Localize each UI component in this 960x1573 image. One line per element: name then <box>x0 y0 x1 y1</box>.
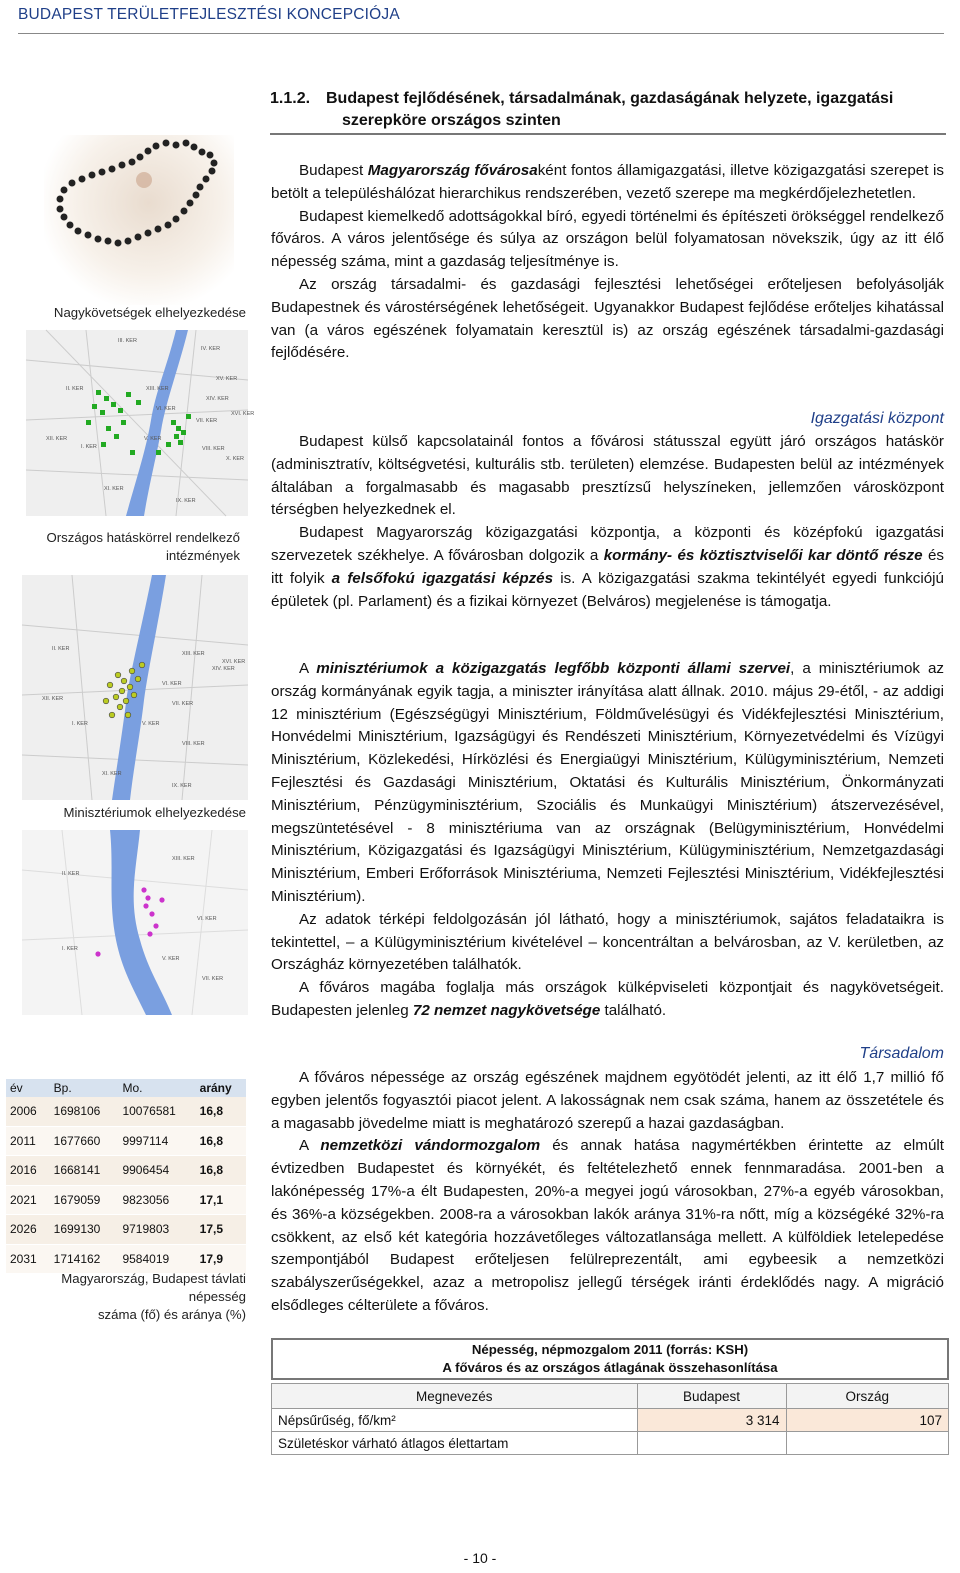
pop-cell: 17,5 <box>196 1215 246 1245</box>
district-label: VII. KER <box>196 418 218 424</box>
district-label: VI. KER <box>162 681 182 687</box>
table-row <box>6 1156 246 1186</box>
admin-heading: Igazgatási központ <box>810 410 944 427</box>
pop-header-year: év <box>6 1079 50 1097</box>
admin-p1: Budapest külső kapcsolatainál fontos a fővárosi státusszal együtt járó országos hatáskör (adminisztratív, költségvetési, kulturális stb. területen) elemzése. Budapesten belül az intézmények általában a forgalmasabb és magasabb presztízsű helyszíneken, jellemzően városközpont térségben helyezkednek el. <box>271 433 944 519</box>
cmp-header-country: Ország <box>786 1384 948 1409</box>
comparison-title-line2: A főváros és az országos átlagának összehasonlítása <box>442 1360 778 1375</box>
cmp-cell <box>786 1432 948 1455</box>
population-table <box>6 1079 246 1274</box>
ministries-p3: A főváros magába foglalja más országok külképviseleti központjait és nagykövetségeit. Budapesten jelenleg 72 nemzet nagykövetsége található. <box>271 979 944 1019</box>
district-label: XII. KER <box>46 436 68 442</box>
district-label: X. KER <box>226 456 245 462</box>
section-title-line1: Budapest fejlődésének, társadalmának, gazdaságának helyzete, igazgatási <box>326 90 894 107</box>
district-label: XVI. KER <box>222 659 246 665</box>
pop-cell: 2006 <box>6 1097 50 1126</box>
table-row <box>6 1126 246 1156</box>
district-label: III. KER <box>118 338 137 344</box>
pop-header-ratio: arány <box>196 1079 246 1097</box>
intro-text <box>271 160 944 365</box>
pop-cell: 1668141 <box>50 1156 119 1186</box>
district-label: IV. KER <box>201 346 221 352</box>
pop-cell: 2031 <box>6 1244 50 1274</box>
district-label: II. KER <box>66 386 84 392</box>
ministries-map <box>22 830 248 1015</box>
district-label: I. KER <box>62 946 78 952</box>
society-text <box>271 1067 944 1318</box>
district-label: XVI. KER <box>231 411 255 417</box>
ministries-map-svg <box>22 830 248 1015</box>
pop-cell: 9719803 <box>118 1215 195 1245</box>
pop-cell: 9906454 <box>118 1156 195 1186</box>
district-label: XIV. KER <box>212 666 235 672</box>
pop-header-bp: Bp. <box>50 1079 119 1097</box>
district-label: V. KER <box>162 956 180 962</box>
cmp-cell: 107 <box>786 1409 948 1432</box>
intro-p3: Az ország társadalmi- és gazdasági fejlesztési lehetőségei erőteljesen befolyásolják Budapestnek és várostérségének lehetőségeit. Ugyanakkor Budapest fejlődése erőteljes kihatással van (a város egészének folyamatain keresztül is) az ország egészének társadalmi-gazdasági fejlődésére. <box>271 275 944 362</box>
district-label: I. KER <box>81 444 97 450</box>
pop-cell: 9997114 <box>118 1126 195 1156</box>
district-label: XI. KER <box>102 771 122 777</box>
cmp-header-name: Megnevezés <box>272 1384 638 1409</box>
district-label: XII. KER <box>42 696 64 702</box>
district-label: VII. KER <box>202 976 224 982</box>
title-rule <box>270 133 946 135</box>
comparison-title <box>271 1338 949 1380</box>
district-label: XIV. KER <box>206 396 229 402</box>
section-title <box>270 88 946 132</box>
hungary-outline-dots <box>44 135 234 305</box>
table-row <box>6 1215 246 1245</box>
caption-ministries: Minisztériumok elhelyezkedése <box>63 805 246 820</box>
cmp-cell <box>637 1432 786 1455</box>
society-p1: A főváros népessége az ország egészének majdnem egyötödét jelenti, az itt élő 1,7 millió fő egyben jelentős fogyasztói piacot jelent. A lakosságnak nem csak száma, hanem az összetétele és a magasabb jövedelme miatt is meghatározó szerepű a hazai gazdaságban. <box>271 1069 944 1132</box>
table-row <box>6 1097 246 1126</box>
district-label: VIII. KER <box>182 741 205 747</box>
section-title-line2: szerepköre országos szinten <box>342 112 561 129</box>
ministries-p1: A minisztériumok a közigazgatás legfőbb központi állami szervei, a minisztériumok az ország kormányának egyik tagja, a miniszter irányítása alatt állnak. 2010. május 29-étől, - az addigi 12 minisztérium (Egészségügyi Minisztérium, Földművelésügyi és Vidékfejlesztési Minisztérium, Honvédelmi Minisztérium, Igazságügyi és Rendészeti Minisztérium, Környezetvédelmi és Vízügyi Minisztérium, Közlekedési, Hírközlési és Energiaügyi Minisztérium, Külügyminisztérium, Nemzeti Fejlesztési és Gazdasági Minisztérium, Oktatási és Kulturális Minisztérium, Önkormányzati Minisztérium, Pénzügyminisztérium, Szociális és Munkaügyi Minisztérium) átszervezésével, megszüntetésével - 8 minisztériuma van az országnak (Belügyminisztérium, Honvédelmi Minisztérium, Közigazgatási és Igazságügyi Minisztérium, Külügyminisztérium, Nemzetgazdasági Minisztérium, Emberi Erőforrások Minisztériuma, Nemzeti Fejlesztési Minisztérium, Vidékfejlesztési Minisztérium). <box>271 660 944 905</box>
society-heading: Társadalom <box>859 1045 944 1062</box>
district-label: IX. KER <box>172 783 192 789</box>
pop-cell: 2026 <box>6 1215 50 1245</box>
section-number: 1.1.2. <box>270 90 311 107</box>
pop-cell: 2021 <box>6 1185 50 1215</box>
ministries-p2: Az adatok térképi feldolgozásán jól látható, hogy a minisztériumok, sajátos feladataikra is tekintettel, – a Külügyminisztérium kivételével – koncentráltan a belvárosban, az V. kerületben, az Országház környezetében találhatók. <box>271 910 944 974</box>
pop-cell: 17,9 <box>196 1244 246 1274</box>
district-label: VII. KER <box>172 701 194 707</box>
caption-institutions-line1: Országos hatáskörrel rendelkező <box>46 530 240 545</box>
table-row <box>6 1185 246 1215</box>
caption-pop-line1: Magyarország, Budapest távlati népesség <box>61 1271 246 1304</box>
caption-pop-table <box>4 1270 246 1324</box>
district-label: VI. KER <box>197 916 217 922</box>
cmp-cell: Születéskor várható átlagos élettartam <box>272 1432 638 1455</box>
pop-cell: 9823056 <box>118 1185 195 1215</box>
pop-cell: 1677660 <box>50 1126 119 1156</box>
district-label: XIII. KER <box>146 386 169 392</box>
pop-cell: 16,8 <box>196 1126 246 1156</box>
district-label: VI. KER <box>156 406 176 412</box>
pop-cell: 17,1 <box>196 1185 246 1215</box>
embassy-map-svg <box>26 330 255 516</box>
district-label: XV. KER <box>216 376 238 382</box>
district-label: II. KER <box>62 871 80 877</box>
district-label: XIII. KER <box>182 651 205 657</box>
district-label: II. KER <box>52 646 70 652</box>
intro-p2: Budapest kiemelkedő adottságokkal bíró, egyedi történelmi és építészeti örökséggel rendelkező főváros. A város jelentősége és súlya az országon belül folyamatosan növekszik, úgy az itt élő népesség száma, mint a gazdaság teljesítménye is. <box>271 207 944 271</box>
institutions-map-svg <box>22 575 248 800</box>
admin-p2: Budapest Magyarország közigazgatási központja, a központi és középfokú igazgatási szervezetek székhelye. A fővárosban dolgozik a kormány- és köztisztviselői kar döntő része és itt folyik a felsőfokú igazgatási képzés is. A közigazgatási szakma tekintélyét egyedi funkciójú épületek (pl. Parlament) és a fizikai környezet (Belváros) megjelenése is támogatja. <box>271 524 944 610</box>
header-divider <box>18 33 944 34</box>
district-label: XIII. KER <box>172 856 195 862</box>
pop-header-mo: Mo. <box>118 1079 195 1097</box>
admin-text <box>271 431 944 613</box>
pop-cell: 10076581 <box>118 1097 195 1126</box>
table-row <box>272 1432 949 1455</box>
pop-cell: 9584019 <box>118 1244 195 1274</box>
pop-cell: 1699130 <box>50 1215 119 1245</box>
cmp-cell: Népsűrűség, fő/km² <box>272 1409 638 1432</box>
caption-institutions-line2: intézmények <box>165 548 240 563</box>
cmp-cell: 3 314 <box>637 1409 786 1432</box>
comparison-table <box>271 1338 949 1455</box>
comparison-grid <box>271 1383 949 1455</box>
district-label: V. KER <box>142 721 160 727</box>
pop-cell: 1714162 <box>50 1244 119 1274</box>
caption-embassies: Nagykövetségek elhelyezkedése <box>53 305 246 320</box>
pop-cell: 16,8 <box>196 1097 246 1126</box>
cmp-header-budapest: Budapest <box>637 1384 786 1409</box>
comparison-title-line1: Népesség, népmozgalom 2011 (forrás: KSH) <box>471 1342 749 1357</box>
district-label: IX. KER <box>176 498 196 504</box>
hungary-embassy-map <box>44 135 234 305</box>
intro-p1: Budapest Magyarország fővárosaként fontos államigazgatási, illetve közigazgatási szerepet is betölt a településhálózat hierarchikus rendszerében, vezető szerepe ma megkérdőjelezhetetlen. <box>271 162 944 202</box>
pop-cell: 1679059 <box>50 1185 119 1215</box>
caption-pop-line2: száma (fő) és aránya (%) <box>97 1307 246 1322</box>
district-label: XI. KER <box>104 486 124 492</box>
district-label: VIII. KER <box>202 446 225 452</box>
running-header: BUDAPEST TERÜLETFEJLESZTÉSI KONCEPCIÓJA <box>18 6 400 23</box>
district-label: V. KER <box>144 436 162 442</box>
ministries-text <box>271 658 944 1023</box>
pop-cell: 1698106 <box>50 1097 119 1126</box>
table-row <box>272 1409 949 1432</box>
page-number: - 10 - <box>463 1550 497 1566</box>
embassy-map <box>26 330 255 516</box>
pop-cell: 2016 <box>6 1156 50 1186</box>
district-label: I. KER <box>72 721 88 727</box>
pop-cell: 2011 <box>6 1126 50 1156</box>
caption-institutions <box>20 529 240 565</box>
institutions-map <box>22 575 248 800</box>
pop-cell: 16,8 <box>196 1156 246 1186</box>
society-p2: A nemzetközi vándormozgalom és annak hatása nagymértékben érintette az elmúlt évtizedben Budapestet és környékét, és feltételezhető ennek fennmaradása. 2001-ben a lakónépesség 17%-a élt Budapesten, 20%-a megyei jogú városokban, 27%-a egyéb városokban, és 36%-a községekben. 2008-ra a városokban lakók aránya 31%-ra nőtt, míg a községéké 32%-ra csökkent, az első két kategória hozzávetőleges változatlansága mellett. A külföldiek letelepedése szempontjából Budapest erőteljesen felülreprezentált, ami egybeesik a nemzetközi szabályszerűségekkel, azaz a metropolisz jellegű térségek iránti érdeklődés nagy. A migráció elsődleges célterülete a főváros. <box>271 1137 944 1314</box>
